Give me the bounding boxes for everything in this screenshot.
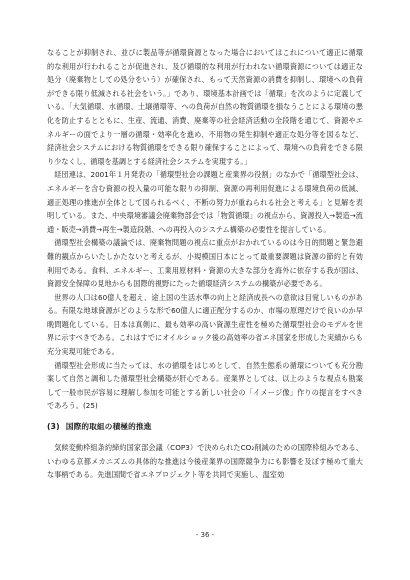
section-number: (3) — [47, 422, 60, 431]
paragraph-6: 気候変動枠組条約締約国家部会議（COP3）で決められたCO₂削減のための国際枠組みである、いわゆる京都メカニズムの具体的な推進は今後産業界の国際競争力にも影響を及ぼす極めて重大な事柄である。先進国間で省エネプロジェクト等を共同で実施し、温室効 — [47, 443, 363, 480]
paragraph-4: 世界の人口は60億人を超え、途上国の生活水準の向上と経済成長への意欲は目覚しいものがある。有限な地球資源がどのような形で60億人に適正配分するのか、市場の原理だけで良いのか早晩問題化している。日本は真剣に、最も効率の高い資源生産性を極めた循環型社会のモデルを世界に示すべきである。これはすでにオイルショック後の高効率の省エネ国家を形成した実績からも充分実現可能である。 — [47, 292, 363, 357]
paragraph-2: 経団連は、2001年１月発表の「循環型社会の課題と産業界の役割」のなかで「循環型社会は、エネルギーを含む資源の投入量の可能な限りの抑制、資源の再利用促進による環境負荷の低減、適正処理の推進が全体として図られるべく、不断の努力が重ねられる社会と考える」と見解を表明している。また、中央環境審議会廃棄物部会では「物質循環」の視点から、資源投入→製造→流通・販売→消費→再生→製造段階、への再投入のシステム構築の必要性を提言している。 — [47, 170, 363, 234]
body-text — [47, 46, 363, 413]
paragraph-3: 循環型社会構築の議論では、廃棄物問題の視点に重点がおかれているのは今日的問題と緊急避難的観点からいたしかたないと考えるが、小規模国日本にとって最重要課題は資源の節約と有効利用である。食料、エネルギー、工業用原材料・資源の大きな部分を海外に依存する我が国は、資源安全保障の見地からも国際的視野にたった循環経済システムの構築が必要である。 — [47, 238, 363, 289]
page-number: - 36 - — [195, 531, 215, 539]
paragraph-1: なることが抑制され、並びに製品等が循環資源となった場合においてはこれについて適正に循環的な利用が行われることが促進され、及び循環的な利用が行われない循環資源については適正な処分（廃棄物としての処分をいう）が確保され、もって天然資源の消費を抑制し、環境への負荷ができる限り低減される社会をいう。」であり、環境基本計画では「循環」を次のように定義している。「大気循環、水循環、土壌循環等、への負荷が自然の物質循環を損なうことによる環境の悪化を防止するとともに、生産、流通、消費、廃棄等の社会経済活動の全段階を通じて、資源やエネルギーの面でより一層の循環・効率化を進め、不用物の発生抑制や適正な処分等を図るなど、経済社会システムにおける物質循環をできる限り確保することによって、環境への負荷をできる限り少なくし、循環を基調とする経済社会システムを実現する。」 — [47, 48, 363, 166]
section-body — [47, 441, 363, 482]
paragraph-5: 循環型社会形成に当たっては、水の循環をはじめとして、自然生態系の循環についても充分勘案して自然と調和した循環型社会構築が肝心である。産業界としては、以上のような視点も勘案して一般市民が容易に理解し参加を可能とする新しい社会の「イメージ像」作りの提言をすべきであろう。(25) — [47, 360, 363, 411]
section-title: 国際的取組の積極的推進 — [65, 422, 152, 431]
section-heading — [47, 421, 363, 432]
